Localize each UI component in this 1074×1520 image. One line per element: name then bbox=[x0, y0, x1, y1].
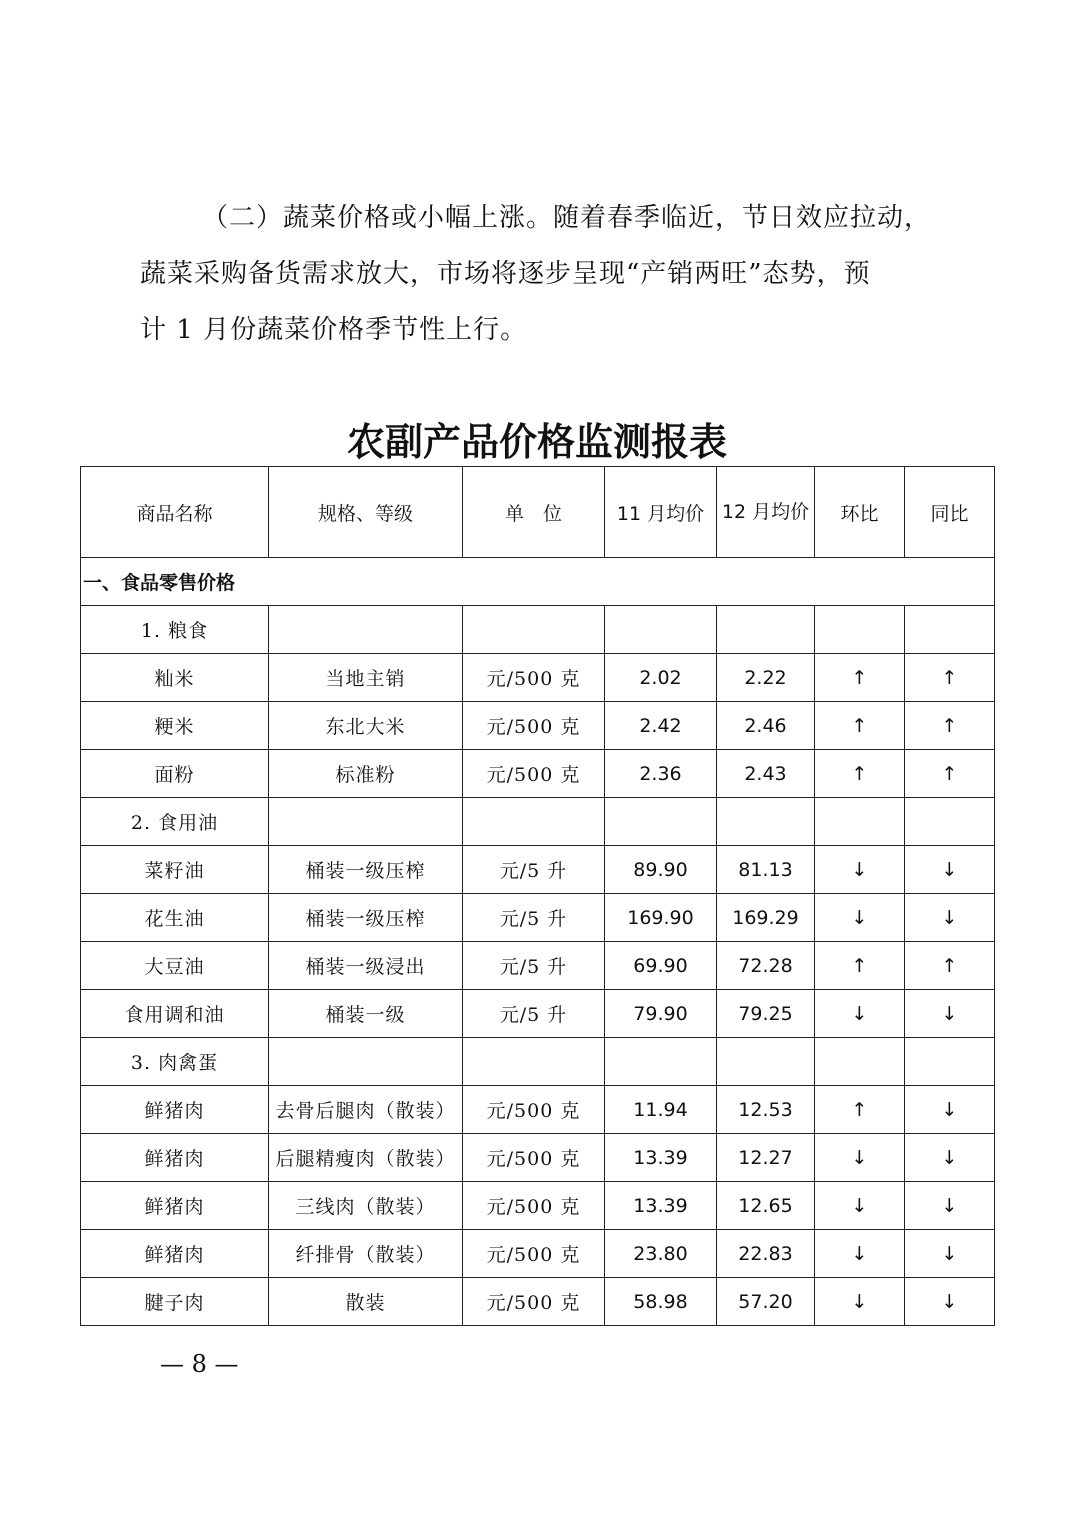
page-number: — 8 — bbox=[160, 1350, 239, 1378]
table-row bbox=[81, 750, 995, 798]
cell-spec: 纤排骨（散装） bbox=[269, 1230, 463, 1278]
cell-unit: 元/5 升 bbox=[463, 894, 605, 942]
cell-yoy: ↓ bbox=[905, 1278, 995, 1326]
category-row bbox=[81, 1038, 995, 1086]
header-yoy: 同比 bbox=[905, 467, 995, 558]
table-row bbox=[81, 1134, 995, 1182]
cell-unit: 元/500 克 bbox=[463, 1086, 605, 1134]
cell-nov: 2.02 bbox=[605, 654, 717, 702]
cell-yoy: ↓ bbox=[905, 1086, 995, 1134]
cell-dec: 57.20 bbox=[717, 1278, 815, 1326]
cell-name: 面粉 bbox=[81, 750, 269, 798]
header-spec: 规格、等级 bbox=[269, 467, 463, 558]
cell-yoy: ↓ bbox=[905, 894, 995, 942]
table-row bbox=[81, 990, 995, 1038]
cell-dec: 169.29 bbox=[717, 894, 815, 942]
cell-nov: 2.36 bbox=[605, 750, 717, 798]
cell-name: 粳米 bbox=[81, 702, 269, 750]
cell-dec: 12.27 bbox=[717, 1134, 815, 1182]
cell-dec: 72.28 bbox=[717, 942, 815, 990]
cell-mom: ↓ bbox=[815, 1278, 905, 1326]
header-nov: 11 月均价 bbox=[605, 467, 717, 558]
cell-unit: 元/500 克 bbox=[463, 750, 605, 798]
header-unit: 单 位 bbox=[463, 467, 605, 558]
cell-yoy: ↑ bbox=[905, 702, 995, 750]
cell-unit: 元/5 升 bbox=[463, 990, 605, 1038]
cell-mom: ↑ bbox=[815, 1086, 905, 1134]
category-label: 3. 肉禽蛋 bbox=[81, 1038, 269, 1086]
cell-name: 籼米 bbox=[81, 654, 269, 702]
cell-unit: 元/500 克 bbox=[463, 1134, 605, 1182]
cell-spec: 去骨后腿肉（散装） bbox=[269, 1086, 463, 1134]
cell-spec: 桶装一级压榨 bbox=[269, 846, 463, 894]
cell-dec: 81.13 bbox=[717, 846, 815, 894]
cell-mom: ↓ bbox=[815, 846, 905, 894]
cell-mom: ↑ bbox=[815, 654, 905, 702]
cell-spec: 桶装一级 bbox=[269, 990, 463, 1038]
category-label: 2. 食用油 bbox=[81, 798, 269, 846]
cell-nov: 2.42 bbox=[605, 702, 717, 750]
cell-nov: 69.90 bbox=[605, 942, 717, 990]
cell-name: 花生油 bbox=[81, 894, 269, 942]
cell-name: 食用调和油 bbox=[81, 990, 269, 1038]
report-title: 农副产品价格监测报表 bbox=[346, 419, 727, 464]
body-paragraph bbox=[140, 190, 940, 358]
cell-nov: 89.90 bbox=[605, 846, 717, 894]
table-row bbox=[81, 1278, 995, 1326]
table-header-row bbox=[81, 467, 995, 558]
category-row bbox=[81, 798, 995, 846]
cell-yoy: ↓ bbox=[905, 1134, 995, 1182]
cell-name: 鲜猪肉 bbox=[81, 1182, 269, 1230]
category-label: 1. 粮食 bbox=[81, 606, 269, 654]
table-row bbox=[81, 702, 995, 750]
cell-name: 鲜猪肉 bbox=[81, 1134, 269, 1182]
cell-nov: 11.94 bbox=[605, 1086, 717, 1134]
cell-yoy: ↓ bbox=[905, 1230, 995, 1278]
table-row bbox=[81, 942, 995, 990]
cell-yoy: ↓ bbox=[905, 846, 995, 894]
cell-dec: 2.46 bbox=[717, 702, 815, 750]
cell-spec: 标准粉 bbox=[269, 750, 463, 798]
cell-unit: 元/500 克 bbox=[463, 654, 605, 702]
cell-mom: ↓ bbox=[815, 1182, 905, 1230]
cell-name: 鲜猪肉 bbox=[81, 1230, 269, 1278]
header-dec: 12 月均价 bbox=[717, 467, 815, 558]
cell-unit: 元/5 升 bbox=[463, 942, 605, 990]
cell-unit: 元/5 升 bbox=[463, 846, 605, 894]
cell-mom: ↑ bbox=[815, 702, 905, 750]
cell-nov: 169.90 bbox=[605, 894, 717, 942]
table-row bbox=[81, 1182, 995, 1230]
header-mom: 环比 bbox=[815, 467, 905, 558]
cell-spec: 东北大米 bbox=[269, 702, 463, 750]
table-row bbox=[81, 1086, 995, 1134]
cell-name: 鲜猪肉 bbox=[81, 1086, 269, 1134]
cell-unit: 元/500 克 bbox=[463, 1230, 605, 1278]
cell-unit: 元/500 克 bbox=[463, 1278, 605, 1326]
paragraph-line-3: 计 1 月份蔬菜价格季节性上行。 bbox=[140, 315, 528, 345]
cell-dec: 12.65 bbox=[717, 1182, 815, 1230]
cell-mom: ↓ bbox=[815, 990, 905, 1038]
cell-name: 菜籽油 bbox=[81, 846, 269, 894]
table-row bbox=[81, 894, 995, 942]
cell-mom: ↓ bbox=[815, 894, 905, 942]
cell-spec: 后腿精瘦肉（散装） bbox=[269, 1134, 463, 1182]
table-row bbox=[81, 1230, 995, 1278]
cell-spec: 散装 bbox=[269, 1278, 463, 1326]
cell-yoy: ↑ bbox=[905, 654, 995, 702]
category-row bbox=[81, 606, 995, 654]
cell-spec: 当地主销 bbox=[269, 654, 463, 702]
cell-dec: 2.22 bbox=[717, 654, 815, 702]
cell-mom: ↓ bbox=[815, 1134, 905, 1182]
paragraph-line-2: 蔬菜采购备货需求放大，市场将逐步呈现“产销两旺”态势，预 bbox=[140, 259, 871, 289]
cell-name: 大豆油 bbox=[81, 942, 269, 990]
cell-spec: 桶装一级压榨 bbox=[269, 894, 463, 942]
cell-mom: ↓ bbox=[815, 1230, 905, 1278]
cell-spec: 桶装一级浸出 bbox=[269, 942, 463, 990]
cell-yoy: ↓ bbox=[905, 990, 995, 1038]
cell-nov: 23.80 bbox=[605, 1230, 717, 1278]
cell-nov: 13.39 bbox=[605, 1134, 717, 1182]
cell-nov: 79.90 bbox=[605, 990, 717, 1038]
cell-dec: 22.83 bbox=[717, 1230, 815, 1278]
section-row bbox=[81, 558, 995, 606]
price-report-table bbox=[80, 466, 995, 1326]
cell-unit: 元/500 克 bbox=[463, 702, 605, 750]
cell-dec: 12.53 bbox=[717, 1086, 815, 1134]
cell-nov: 13.39 bbox=[605, 1182, 717, 1230]
section-label: 一、食品零售价格 bbox=[81, 558, 995, 606]
header-name: 商品名称 bbox=[81, 467, 269, 558]
cell-mom: ↑ bbox=[815, 942, 905, 990]
cell-yoy: ↓ bbox=[905, 1182, 995, 1230]
cell-dec: 2.43 bbox=[717, 750, 815, 798]
cell-spec: 三线肉（散装） bbox=[269, 1182, 463, 1230]
cell-yoy: ↑ bbox=[905, 750, 995, 798]
table-row bbox=[81, 846, 995, 894]
cell-dec: 79.25 bbox=[717, 990, 815, 1038]
cell-nov: 58.98 bbox=[605, 1278, 717, 1326]
cell-name: 腱子肉 bbox=[81, 1278, 269, 1326]
cell-mom: ↑ bbox=[815, 750, 905, 798]
paragraph-line-1: （二）蔬菜价格或小幅上涨。随着春季临近，节日效应拉动， bbox=[202, 203, 932, 233]
cell-unit: 元/500 克 bbox=[463, 1182, 605, 1230]
cell-yoy: ↑ bbox=[905, 942, 995, 990]
table-row bbox=[81, 654, 995, 702]
